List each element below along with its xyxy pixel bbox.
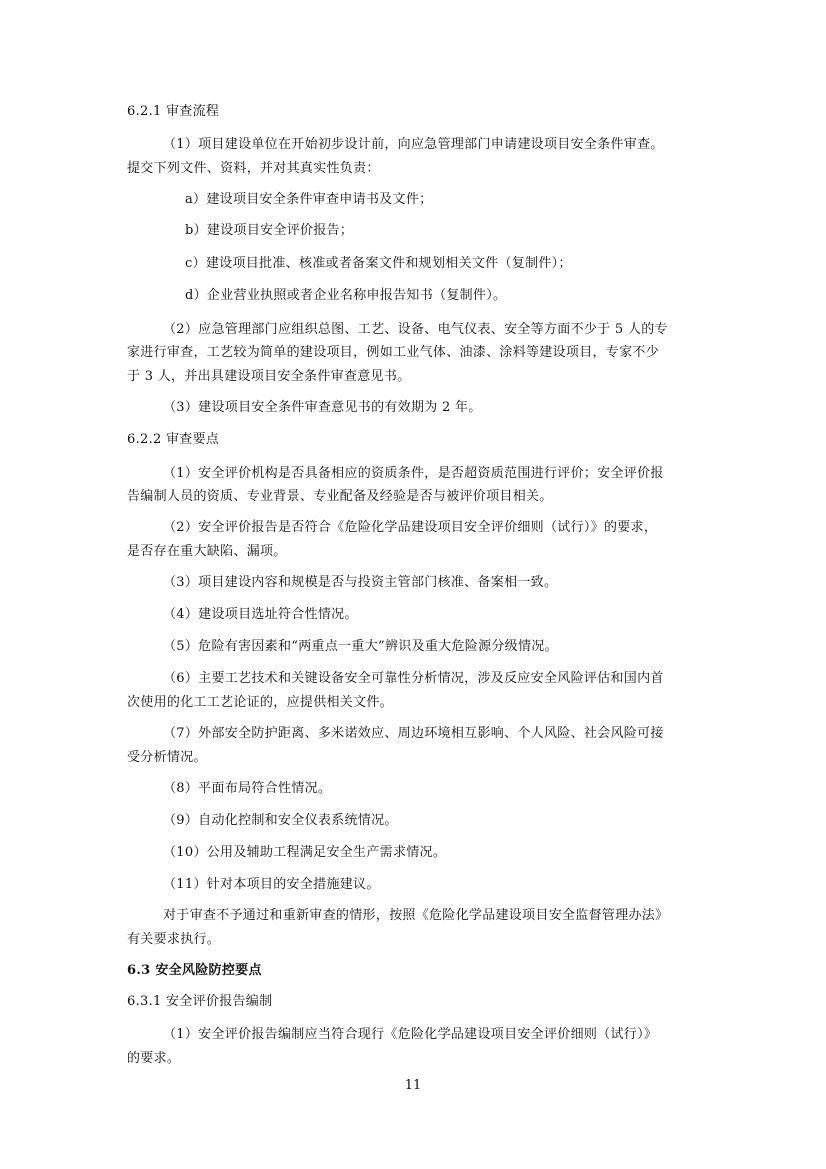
paragraph-line: （6）主要工艺技术和关键设备安全可靠性分析情况，涉及反应安全风险评估和国内首 — [163, 671, 664, 686]
paragraph-line: 次使用的化工工艺论证的，应提供相关文件。 — [127, 695, 394, 710]
paragraph-line: （1）安全评价报告编制应当符合现行《危险化学品建设项目安全评价细则（试行）》 — [163, 1027, 658, 1042]
section-heading-6-2-1: 6.2.1 审查流程 — [127, 104, 220, 119]
list-item-a: a）建设项目安全条件审查申请书及文件； — [185, 192, 433, 207]
paragraph-line: （3）建设项目安全条件审查意见书的有效期为 2 年。 — [163, 400, 482, 415]
paragraph-line: 提交下列文件、资料，并对其真实性负责： — [127, 161, 380, 176]
paragraph-line: 于 3 人，并出具建设项目安全条件审查意见书。 — [127, 369, 411, 384]
paragraph-line: 的要求。 — [127, 1051, 181, 1066]
paragraph-line: 家进行审查，工艺较为简单的建设项目，例如工业气体、油漆、涂料等建设项目，专家不少 — [127, 345, 660, 360]
paragraph-line: 告编制人员的资质、专业背景、专业配备及经验是否与被评价项目相关。 — [127, 489, 553, 504]
list-item-c: c）建设项目批准、核准或者备案文件和规划相关文件（复制件）； — [185, 256, 572, 271]
paragraph-line: （9）自动化控制和安全仪表系统情况。 — [163, 813, 398, 828]
paragraph-line: （1）安全评价机构是否具备相应的资质条件，是否超资质范围进行评价；安全评价报 — [163, 466, 664, 481]
paragraph-line: （3）项目建设内容和规模是否与投资主管部门核准、备案相一致。 — [163, 575, 558, 590]
page-number: 11 — [404, 1078, 422, 1093]
list-item-b: b）建设项目安全评价报告； — [185, 223, 354, 238]
paragraph-line: （2）应急管理部门应组织总图、工艺、设备、电气仪表、安全等方面不少于 5 人的专 — [163, 322, 668, 337]
paragraph-line: （1）项目建设单位在开始初步设计前，向应急管理部门申请建设项目安全条件审查。 — [163, 137, 664, 152]
paragraph-line: 有关要求执行。 — [127, 932, 221, 947]
paragraph-line: （8）平面布局符合性情况。 — [163, 781, 332, 796]
paragraph-line: （5）危险有害因素和“两重点一重大”辨识及重大危险源分级情况。 — [163, 639, 558, 654]
paragraph-line: 受分析情况。 — [127, 750, 207, 765]
section-heading-6-3: 6.3 安全风险防控要点 — [127, 963, 262, 978]
paragraph-line: （7）外部安全防护距离、多米诺效应、周边环境相互影响、个人风险、社会风险可接 — [163, 726, 664, 741]
paragraph-line: （10）公用及辅助工程满足安全生产需求情况。 — [163, 845, 447, 860]
paragraph-line: （2）安全评价报告是否符合《危险化学品建设项目安全评价细则（试行）》的要求， — [163, 520, 658, 535]
list-item-d: d）企业营业执照或者企业名称申报告知书（复制件）。 — [185, 288, 507, 303]
section-heading-6-3-1: 6.3.1 安全评价报告编制 — [127, 994, 273, 1009]
paragraph-line: 对于审查不予通过和重新审查的情形，按照《危险化学品建设项目安全监督管理办法》 — [163, 908, 669, 923]
paragraph-line: （11）针对本项目的安全措施建议。 — [163, 877, 380, 892]
paragraph-line: 是否存在重大缺陷、漏项。 — [127, 544, 287, 559]
paragraph-line: （4）建设项目选址符合性情况。 — [163, 607, 358, 622]
section-heading-6-2-2: 6.2.2 审查要点 — [127, 432, 220, 447]
